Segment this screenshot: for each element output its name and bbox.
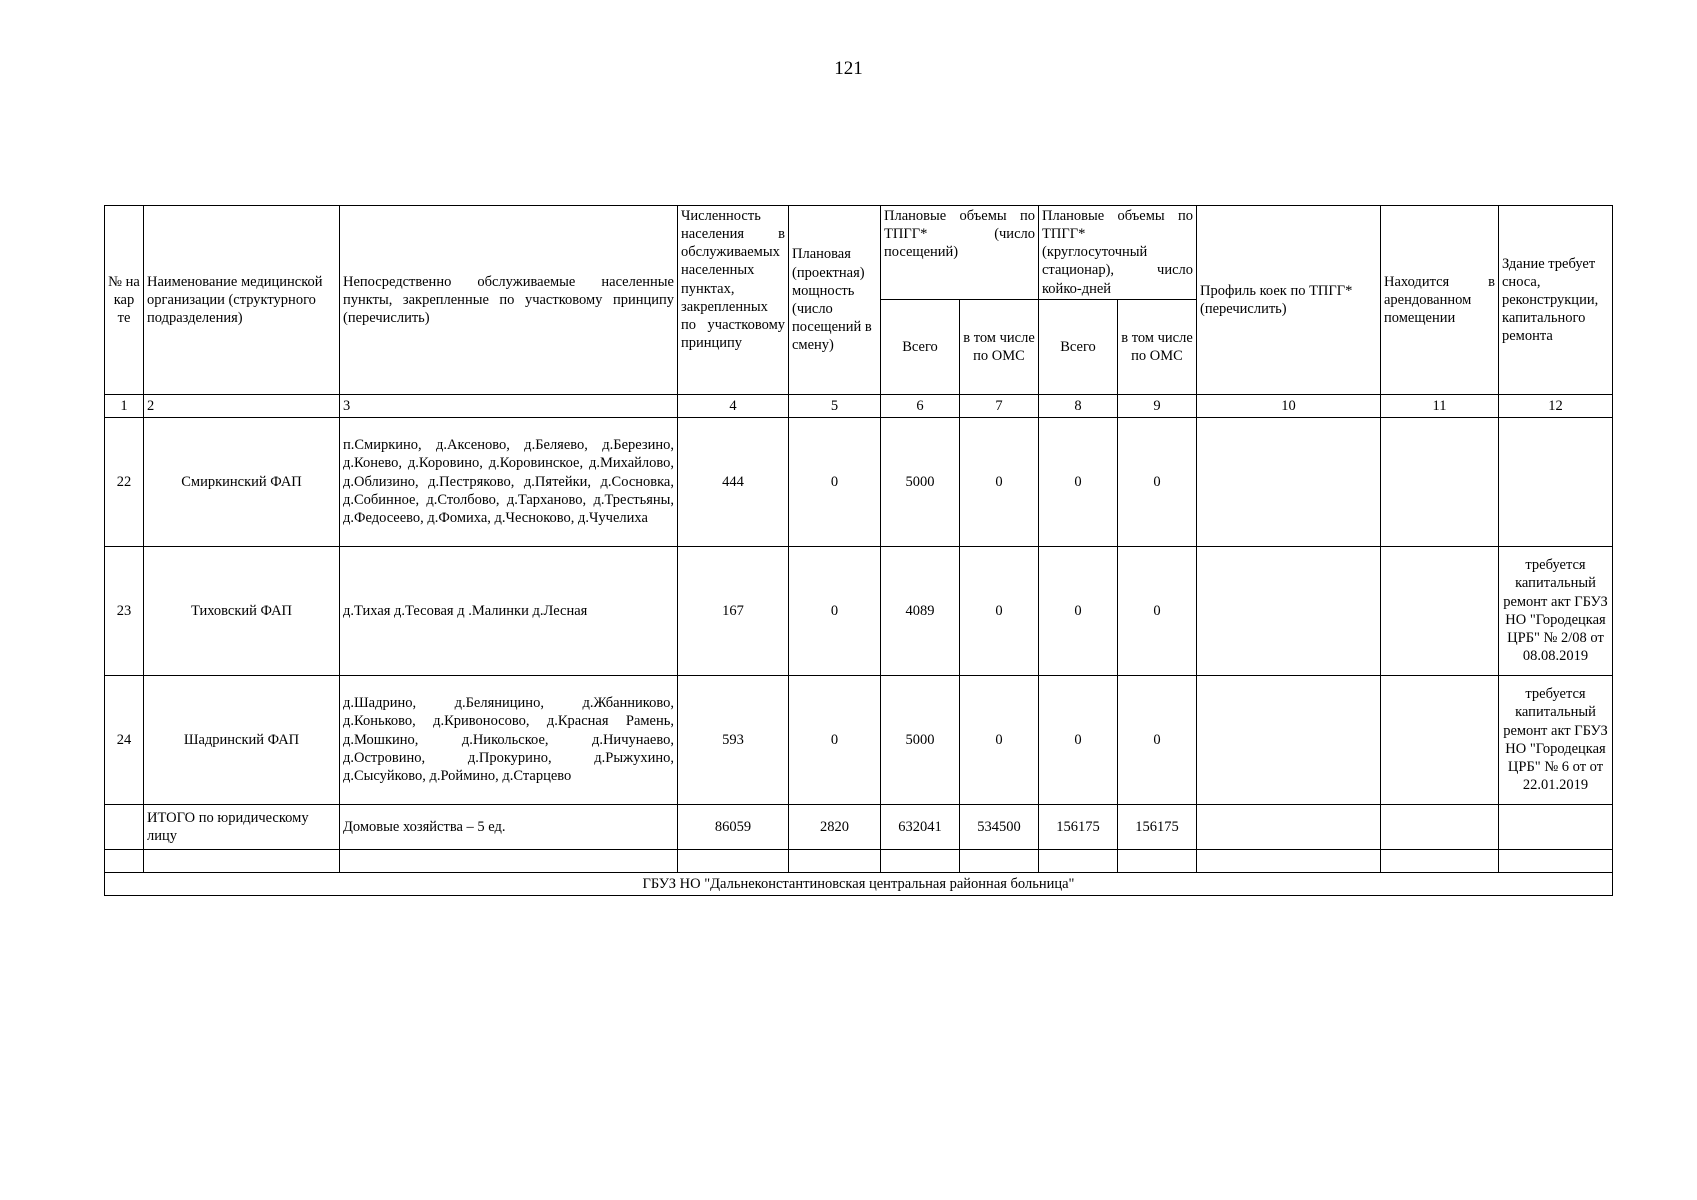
row-number: 23 [105,546,144,675]
table-row [105,417,1613,546]
section-title: ГБУЗ НО "Дальнеконстантиновская центральная районная больница" [105,872,1613,895]
row-settlements: д.Шадрино, д.Беляницино, д.Жбанниково, д.Коньково, д.Кривоносово, д.Красная Рамень, д.Мошкино, д.Никольское, д.Ничунаево, д.Островино, д.Прокурино, д.Рыжухино, д.Сысуйково, д.Роймино, д.Старцево [340,675,678,804]
total-visits-total: 632041 [881,804,960,849]
column-number: 3 [340,394,678,417]
row-visits-total: 5000 [881,675,960,804]
header-visits-total: Всего [881,299,960,394]
header-visits-oms: в том числе по ОМС [960,299,1039,394]
row-number: 24 [105,675,144,804]
row-visits-total: 4089 [881,546,960,675]
page-number: 121 [834,58,863,79]
section-header-row [105,872,1613,895]
column-number: 6 [881,394,960,417]
row-rented [1381,417,1499,546]
column-numbers-row [105,394,1613,417]
row-rented [1381,675,1499,804]
row-bed-profile [1197,417,1381,546]
row-beddays-oms: 0 [1118,675,1197,804]
header-capacity: Плановая (проектная) мощность (число посещений в смену) [789,206,881,395]
total-visits-oms: 534500 [960,804,1039,849]
header-row-1 [105,206,1613,300]
row-organization: Смиркинский ФАП [144,417,340,546]
column-number: 11 [1381,394,1499,417]
table-row [105,675,1613,804]
total-beddays-total: 156175 [1039,804,1118,849]
column-number: 5 [789,394,881,417]
column-number: 10 [1197,394,1381,417]
row-visits-oms: 0 [960,417,1039,546]
column-number: 7 [960,394,1039,417]
header-population: Численность населения в обслуживаемых населенных пунктах, закрепленных по участковому принципу [678,206,789,395]
column-number: 2 [144,394,340,417]
facilities-table [104,205,1613,896]
row-capacity: 0 [789,675,881,804]
total-label: ИТОГО по юридическому лицу [144,804,340,849]
table-row [105,546,1613,675]
total-beddays-oms: 156175 [1118,804,1197,849]
row-beddays-oms: 0 [1118,546,1197,675]
row-beddays-total: 0 [1039,546,1118,675]
row-organization: Тиховский ФАП [144,546,340,675]
row-settlements: д.Тихая д.Тесовая д .Малинки д.Лесная [340,546,678,675]
row-beddays-total: 0 [1039,675,1118,804]
column-number: 9 [1118,394,1197,417]
total-settlements: Домовые хозяйства – 5 ед. [340,804,678,849]
row-building-repair: требуется капитальный ремонт акт ГБУЗ НО "Городецкая ЦРБ" № 6 от от 22.01.2019 [1499,675,1613,804]
row-rented [1381,546,1499,675]
row-beddays-oms: 0 [1118,417,1197,546]
row-bed-profile [1197,546,1381,675]
row-settlements: п.Смиркино, д.Аксеново, д.Беляево, д.Березино, д.Конево, д.Коровино, д.Коровинское, д.Михайлово, д.Облизино, д.Пестряково, д.Пятейки, д.Сосновка, д.Собинное, д.Столбово, д.Тарханово, д.Трестьяны, д.Федосеево, д.Фомиха, д.Чесноково, д.Чучелиха [340,417,678,546]
header-beddays-total: Всего [1039,299,1118,394]
row-capacity: 0 [789,417,881,546]
row-building-repair [1499,417,1613,546]
column-number: 4 [678,394,789,417]
header-organization: Наименование медицинской организации (структурного подразделения) [144,206,340,395]
total-building-repair [1499,804,1613,849]
row-organization: Шадринский ФАП [144,675,340,804]
row-capacity: 0 [789,546,881,675]
column-number: 1 [105,394,144,417]
header-visits-group: Плановые объемы по ТПГГ* (число посещений) [881,206,1039,300]
header-settlements: Непосредственно обслуживаемые населенные пункты, закрепленные по участковому принципу (перечислить) [340,206,678,395]
total-rented [1381,804,1499,849]
header-beddays-oms: в том числе по ОМС [1118,299,1197,394]
row-population: 167 [678,546,789,675]
row-number: 22 [105,417,144,546]
row-beddays-total: 0 [1039,417,1118,546]
total-bed-profile [1197,804,1381,849]
row-visits-total: 5000 [881,417,960,546]
total-blank [105,804,144,849]
total-population: 86059 [678,804,789,849]
empty-row [105,849,1613,872]
header-map-number: № на кар те [105,206,144,395]
total-row [105,804,1613,849]
header-bed-profile: Профиль коек по ТПГГ* (перечислить) [1197,206,1381,395]
column-number: 12 [1499,394,1613,417]
header-rented: Находится в арендованном помещении [1381,206,1499,395]
row-population: 593 [678,675,789,804]
row-bed-profile [1197,675,1381,804]
total-capacity: 2820 [789,804,881,849]
row-visits-oms: 0 [960,675,1039,804]
header-building-repair: Здание требует сноса, реконструкции, капитального ремонта [1499,206,1613,395]
column-number: 8 [1039,394,1118,417]
row-population: 444 [678,417,789,546]
row-visits-oms: 0 [960,546,1039,675]
row-building-repair: требуется капитальный ремонт акт ГБУЗ НО "Городецкая ЦРБ" № 2/08 от 08.08.2019 [1499,546,1613,675]
header-beddays-group: Плановые объемы по ТПГГ* (круглосуточный стационар), число койко-дней [1039,206,1197,300]
